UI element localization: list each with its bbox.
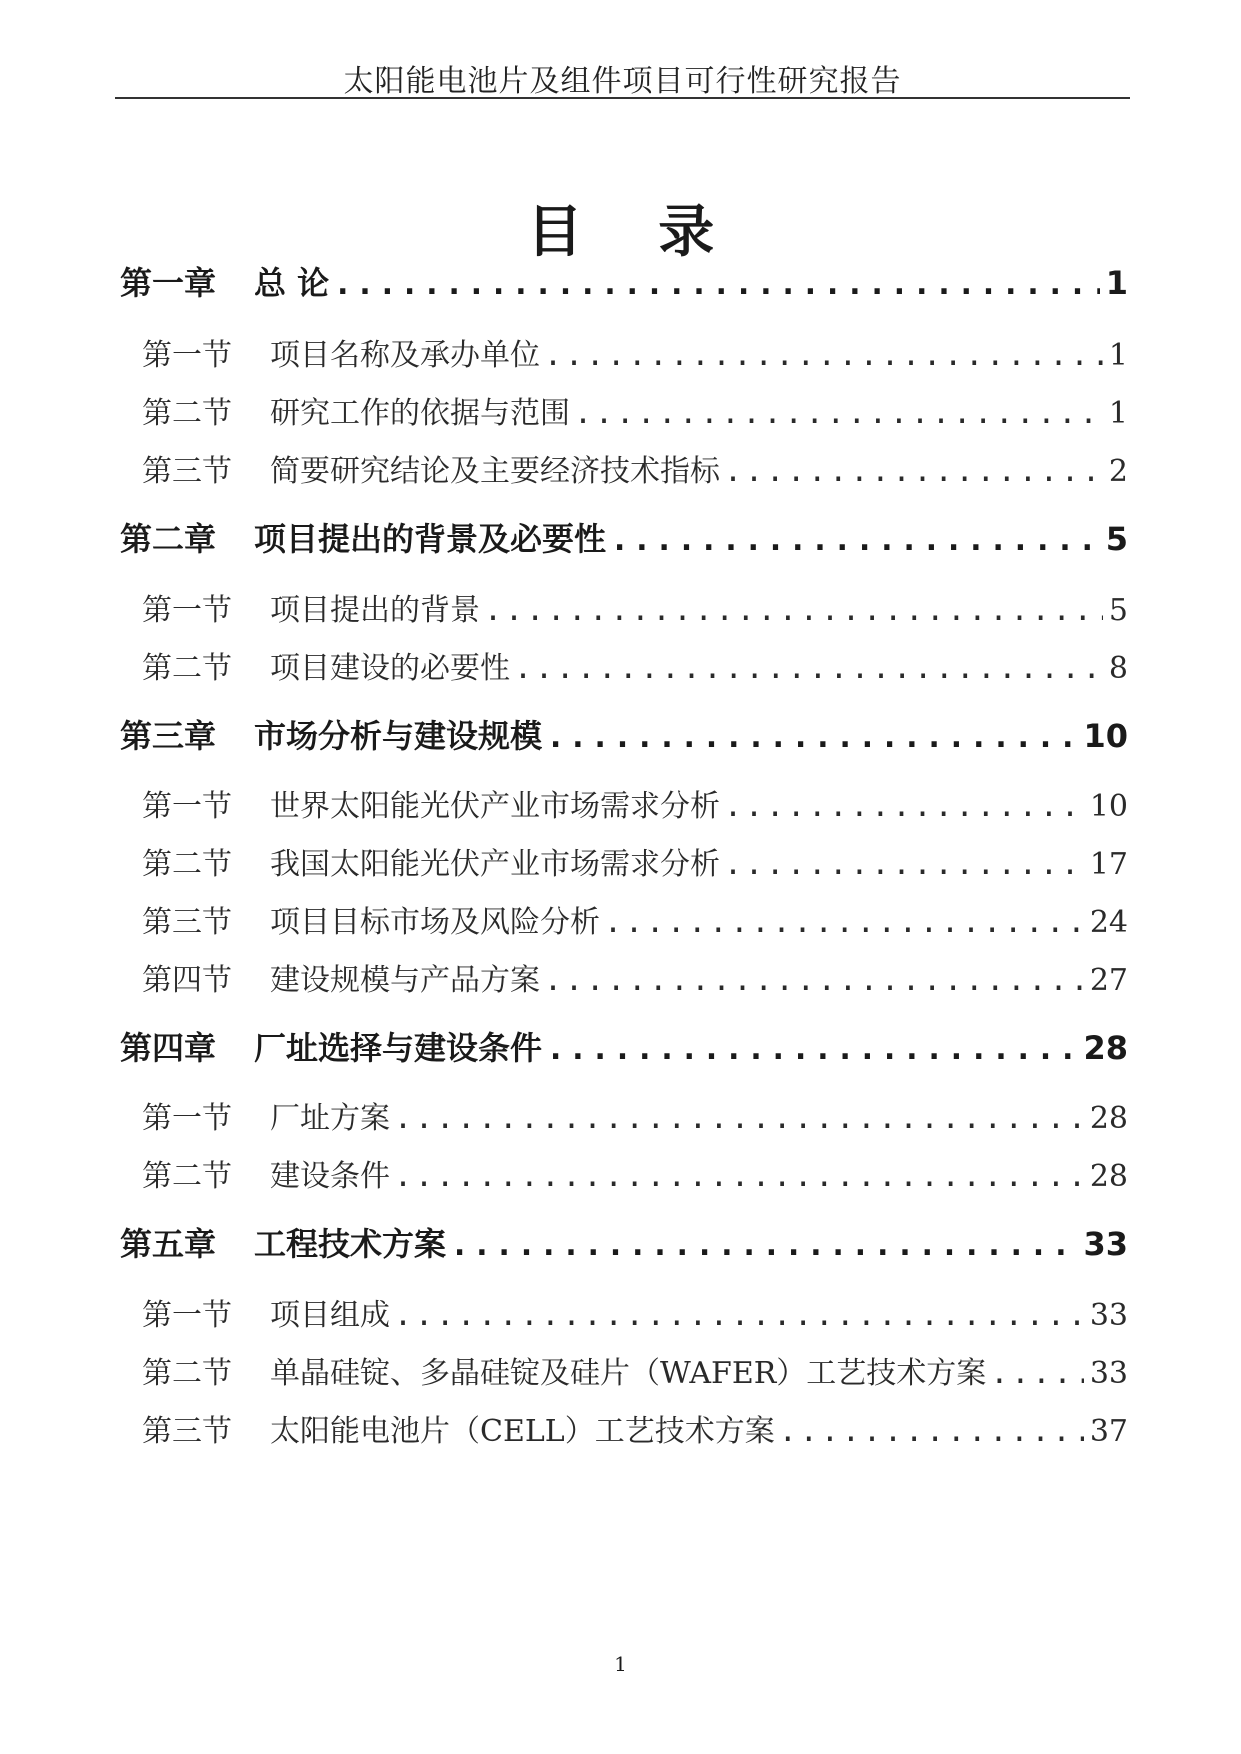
toc-entry-title: 项目组成 (270, 1298, 390, 1333)
toc-entry-title: 我国太阳能光伏产业市场需求分析 (270, 847, 720, 882)
toc-section-entry[interactable] (142, 1093, 1128, 1137)
toc-section-entry[interactable] (142, 585, 1128, 629)
toc-entry-page: 5 (1108, 593, 1128, 628)
dot-leader (514, 651, 1103, 686)
toc-entry-label: 第二节 (142, 1356, 232, 1391)
toc-entry-page: 8 (1108, 651, 1128, 686)
toc-entry-title: 单晶硅锭、多晶硅锭及硅片（WAFER）工艺技术方案 (270, 1356, 987, 1391)
header-divider (115, 97, 1130, 99)
toc-chapter-entry[interactable] (120, 711, 1128, 757)
dot-leader (544, 963, 1084, 998)
toc-entry-title: 世界太阳能光伏产业市场需求分析 (270, 789, 720, 824)
toc-entry-page: 33 (1083, 1225, 1128, 1263)
toc-chapter-entry[interactable] (120, 514, 1128, 560)
toc-title: 目 录 (526, 200, 715, 265)
toc-section-entry[interactable] (142, 1151, 1128, 1195)
toc-entry-label: 第一节 (142, 1101, 232, 1136)
toc-entry-title: 建设条件 (270, 1159, 390, 1194)
dot-leader (724, 789, 1084, 824)
dot-leader (724, 847, 1084, 882)
toc-entry-title: 太阳能电池片（CELL）工艺技术方案 (270, 1414, 775, 1449)
toc-entry-label: 第五章 (120, 1225, 217, 1263)
toc-entry-label: 第三节 (142, 454, 232, 489)
toc-entry-label: 第一节 (142, 1298, 232, 1333)
toc-entry-page: 1 (1105, 264, 1128, 302)
toc-entry-title: 简要研究结论及主要经济技术指标 (270, 454, 720, 489)
toc-entry-title: 厂址选择与建设条件 (254, 1029, 543, 1067)
toc-entry-label: 第四章 (120, 1029, 217, 1067)
dot-leader (610, 520, 1100, 558)
toc-entry-page: 10 (1089, 789, 1128, 824)
toc-entry-label: 第二章 (120, 520, 217, 558)
toc-entry-page: 17 (1089, 847, 1128, 882)
toc-section-entry[interactable] (142, 1406, 1128, 1450)
toc-entry-title: 项目提出的背景及必要性 (254, 520, 607, 558)
toc-entry-label: 第一节 (142, 789, 232, 824)
toc-entry-page: 33 (1089, 1298, 1128, 1333)
toc-chapter-entry[interactable] (120, 258, 1128, 304)
toc-entry-page: 10 (1083, 717, 1128, 755)
toc-entry-title: 项目名称及承办单位 (270, 338, 540, 373)
dot-leader (484, 593, 1103, 628)
toc-entry-page: 28 (1083, 1029, 1128, 1067)
toc-section-entry[interactable] (142, 1290, 1128, 1334)
dot-leader (724, 454, 1103, 489)
toc-entry-label: 第三节 (142, 1414, 232, 1449)
dot-leader (990, 1356, 1084, 1391)
dot-leader (546, 1029, 1077, 1067)
toc-entry-title: 项目建设的必要性 (270, 651, 510, 686)
dot-leader (394, 1298, 1084, 1333)
toc-section-entry[interactable] (142, 839, 1128, 883)
dot-leader (333, 264, 1100, 302)
toc-entry-label: 第一节 (142, 338, 232, 373)
dot-leader (574, 396, 1103, 431)
dot-leader (394, 1159, 1084, 1194)
toc-entry-label: 第四节 (142, 963, 232, 998)
toc-entry-title: 建设规模与产品方案 (270, 963, 540, 998)
toc-section-entry[interactable] (142, 446, 1128, 490)
toc-entry-label: 第三节 (142, 905, 232, 940)
toc-entry-title: 总 论 (254, 264, 330, 302)
toc-section-entry[interactable] (142, 781, 1128, 825)
dot-leader (779, 1414, 1084, 1449)
toc-entry-label: 第二节 (142, 847, 232, 882)
dot-leader (604, 905, 1084, 940)
toc-entry-page: 1 (1108, 396, 1128, 431)
running-header: 太阳能电池片及组件项目可行性研究报告 (343, 64, 902, 99)
toc-entry-title: 厂址方案 (270, 1101, 390, 1136)
toc-entry-page: 33 (1089, 1356, 1128, 1391)
dot-leader (544, 338, 1103, 373)
toc-entry-title: 项目提出的背景 (270, 593, 480, 628)
toc-entry-page: 5 (1105, 520, 1128, 558)
toc-section-entry[interactable] (142, 955, 1128, 999)
toc-entry-title: 市场分析与建设规模 (254, 717, 543, 755)
dot-leader (450, 1225, 1077, 1263)
dot-leader (394, 1101, 1084, 1136)
toc-entry-label: 第二节 (142, 1159, 232, 1194)
toc-section-entry[interactable] (142, 897, 1128, 941)
toc-entry-label: 第二节 (142, 396, 232, 431)
toc-entry-label: 第一节 (142, 593, 232, 628)
toc-entry-page: 24 (1089, 905, 1128, 940)
toc-entry-page: 28 (1089, 1159, 1128, 1194)
page-number: 1 (614, 1652, 627, 1676)
toc-section-entry[interactable] (142, 388, 1128, 432)
toc-entry-title: 项目目标市场及风险分析 (270, 905, 600, 940)
toc-chapter-entry[interactable] (120, 1023, 1128, 1069)
toc-entry-title: 工程技术方案 (254, 1225, 447, 1263)
toc-entry-page: 1 (1108, 338, 1128, 373)
toc-section-entry[interactable] (142, 1348, 1128, 1392)
toc-entry-title: 研究工作的依据与范围 (270, 396, 570, 431)
toc-entry-label: 第二节 (142, 651, 232, 686)
toc-entry-page: 27 (1089, 963, 1128, 998)
toc-entry-page: 28 (1089, 1101, 1128, 1136)
toc-entry-page: 37 (1089, 1414, 1128, 1449)
toc-entry-page: 2 (1108, 454, 1128, 489)
toc-entry-label: 第一章 (120, 264, 217, 302)
toc-section-entry[interactable] (142, 643, 1128, 687)
toc-section-entry[interactable] (142, 330, 1128, 374)
toc-chapter-entry[interactable] (120, 1219, 1128, 1265)
dot-leader (546, 717, 1077, 755)
toc-entry-label: 第三章 (120, 717, 217, 755)
